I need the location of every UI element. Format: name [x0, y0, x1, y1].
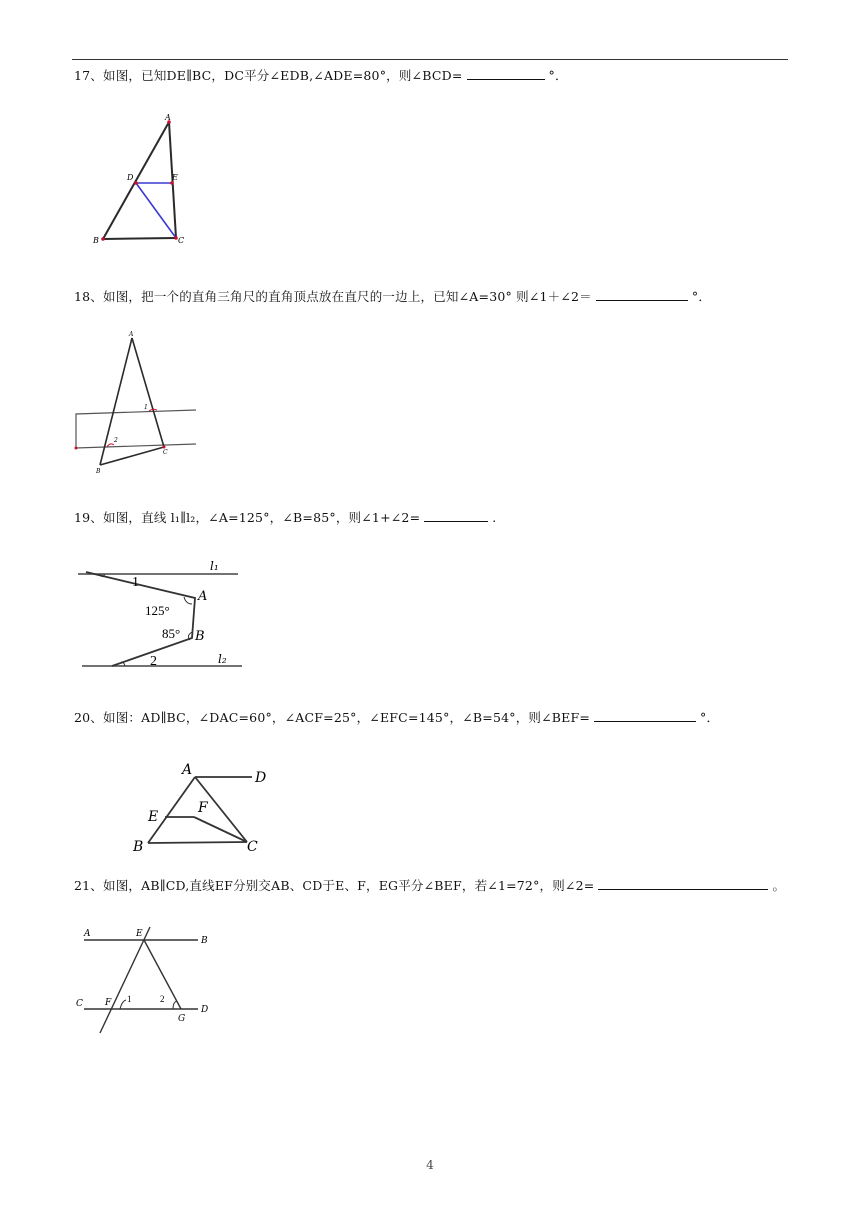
point-b	[101, 237, 105, 241]
label-f: F	[198, 800, 208, 816]
question-suffix: °．	[700, 710, 720, 725]
label-1: 1	[132, 575, 139, 590]
question-19	[74, 508, 496, 526]
question-suffix: .	[492, 510, 497, 525]
label-l1: l₁	[210, 559, 219, 573]
question-text: 如图，AB∥CD,直线EF分别交AB、CD于E、F，EG平分∠BEF，若∠1=72°，则∠2=	[103, 878, 595, 893]
question-number: 21、	[74, 878, 104, 893]
label-a: A	[182, 762, 193, 778]
label-d: D	[255, 770, 267, 786]
segment-ab	[103, 122, 169, 239]
angle-2-mark	[173, 1001, 177, 1009]
label-a: A	[165, 113, 171, 122]
label-f: F	[105, 998, 112, 1008]
label-b: B	[201, 936, 208, 946]
label-2: 2	[114, 437, 118, 444]
label-e: E	[148, 809, 159, 825]
question-suffix: 。	[772, 878, 786, 893]
label-b: B	[133, 839, 144, 855]
question-text: 如图，已知DE∥BC，DC平分∠EDB,∠ADE=80°，则∠BCD=	[103, 68, 463, 83]
figure-19	[74, 552, 246, 672]
segment-bc	[103, 238, 176, 239]
question-suffix: °．	[691, 289, 712, 304]
label-e: E	[136, 929, 143, 939]
label-c: C	[247, 839, 258, 855]
label-l2: l₂	[218, 652, 227, 666]
question-number: 18、	[74, 289, 104, 304]
ruler-corner-point	[75, 447, 78, 450]
label-1: 1	[144, 404, 148, 411]
figure-18	[74, 330, 199, 475]
page-number: 4	[426, 1158, 434, 1172]
segment-bc	[100, 447, 164, 465]
label-a: A	[198, 589, 208, 604]
figure-21	[74, 922, 219, 1037]
header-rule	[72, 59, 788, 60]
question-21	[74, 876, 785, 894]
question-17	[74, 66, 568, 84]
line-ef	[100, 927, 150, 1033]
label-a: A	[129, 331, 134, 338]
answer-blank[interactable]	[467, 68, 545, 80]
question-text: 如图，把一个的直角三角尺的直角顶点放在直尺的一边上，已知∠A=30° 则∠1＋∠2＝	[103, 289, 592, 304]
label-b: B	[93, 236, 99, 245]
question-20	[74, 708, 719, 726]
point-d	[134, 181, 138, 185]
label-g: G	[178, 1014, 186, 1024]
segment-bc	[148, 842, 247, 843]
segment-ac	[132, 338, 164, 447]
label-b: B	[96, 468, 101, 475]
question-text: 如图，直线 l₁∥l₂，∠A=125°，∠B=85°，则∠1+∠2=	[103, 510, 421, 525]
answer-blank[interactable]	[424, 510, 488, 522]
label-c: C	[76, 999, 83, 1009]
answer-blank[interactable]	[598, 878, 768, 890]
question-number: 17、	[74, 68, 104, 83]
question-number: 20、	[74, 710, 104, 725]
label-b: B	[195, 629, 205, 644]
figure-17	[80, 110, 200, 250]
angle-1-mark	[120, 1000, 126, 1009]
label-2: 2	[150, 654, 157, 669]
answer-blank[interactable]	[594, 710, 696, 722]
label-a: A	[84, 929, 91, 939]
label-e: E	[172, 173, 178, 182]
label-2: 2	[160, 994, 165, 1004]
segment-dc	[136, 183, 176, 238]
label-1: 1	[127, 994, 132, 1004]
label-d: D	[127, 173, 134, 182]
angle-b-value: 85°	[162, 626, 181, 641]
question-number: 19、	[74, 510, 104, 525]
answer-blank[interactable]	[596, 289, 688, 301]
segment-fc	[194, 817, 247, 842]
angle-a-value: 125°	[145, 603, 170, 618]
question-text: 如图：AD∥BC，∠DAC=60°，∠ACF=25°，∠EFC=145°，∠B=54°，则∠BEF=	[103, 710, 591, 725]
question-suffix: °．	[548, 68, 568, 83]
question-18	[74, 287, 711, 305]
label-d: D	[201, 1005, 209, 1015]
figure-20	[130, 760, 270, 858]
ruler	[76, 410, 196, 448]
label-c: C	[163, 449, 168, 456]
label-c: C	[178, 236, 185, 245]
